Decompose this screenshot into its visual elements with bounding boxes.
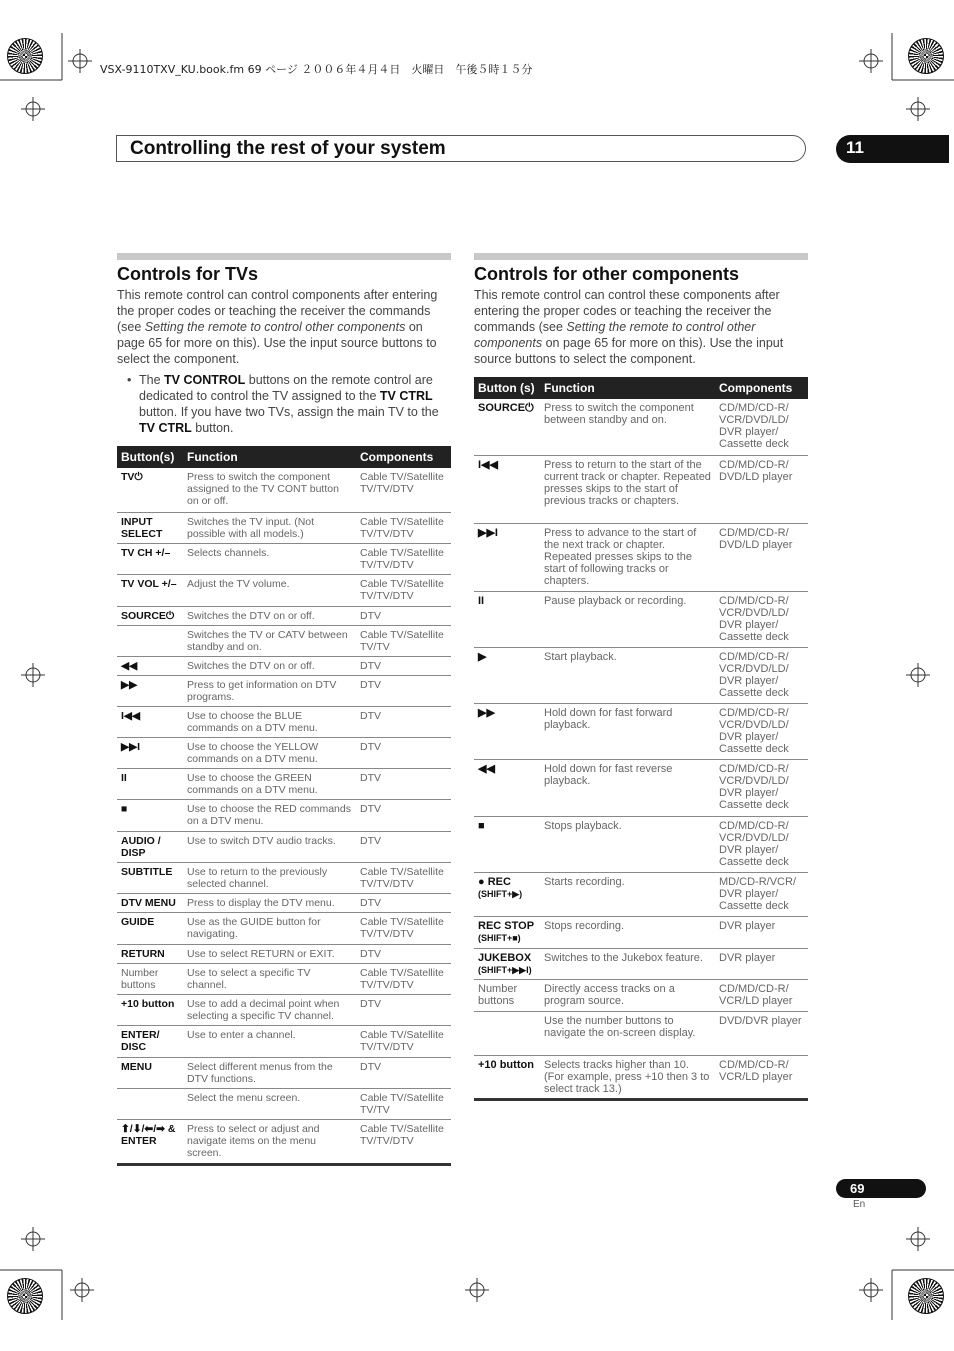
function-cell: Hold down for fast forward playback. [540, 703, 715, 759]
col-header: Button (s) [474, 377, 540, 399]
table-row [117, 1025, 451, 1057]
components-cell: DVR player [715, 948, 808, 979]
button-cell: II [117, 768, 183, 799]
button-cell: RETURN [117, 944, 183, 963]
other-heading: Controls for other components [474, 264, 739, 284]
table-row [474, 816, 808, 872]
components-cell: Cable TV/Satellite TV/TV/DTV [356, 1025, 451, 1057]
function-cell: Use the number buttons to navigate the on-screen display. [540, 1011, 715, 1055]
table-row [474, 647, 808, 703]
components-cell: DTV [356, 944, 451, 963]
table-row [117, 512, 451, 543]
button-cell: I◀◀ [474, 455, 540, 523]
table-row [117, 574, 451, 606]
table-row [117, 737, 451, 768]
button-cell: SUBTITLE [117, 862, 183, 893]
function-cell: Select different menus from the DTV functions. [183, 1057, 356, 1088]
col-header: Components [715, 377, 808, 399]
components-cell: CD/MD/CD-R/ VCR/LD player [715, 1055, 808, 1099]
button-cell: AUDIO / DISP [117, 831, 183, 862]
chapter-title: Controlling the rest of your system [130, 138, 446, 159]
components-cell: Cable TV/Satellite TV/TV/DTV [356, 512, 451, 543]
button-cell [117, 1088, 183, 1119]
button-cell: ◀◀ [117, 656, 183, 675]
button-cell: II [474, 591, 540, 647]
components-cell: Cable TV/Satellite TV/TV/DTV [356, 574, 451, 606]
function-cell: Press to switch the component between standby and on. [540, 399, 715, 455]
button-cell: ■ [117, 799, 183, 831]
col-header: Components [356, 446, 451, 468]
function-cell: Hold down for fast reverse playback. [540, 759, 715, 816]
function-cell: Use to select a specific TV channel. [183, 963, 356, 994]
function-cell: Switches the DTV on or off. [183, 656, 356, 675]
function-cell: Press to get information on DTV programs. [183, 675, 356, 706]
components-cell: CD/MD/CD-R/ VCR/DVD/LD/ DVR player/ Cassette deck [715, 399, 808, 455]
other-intro: This remote control can control these components after entering the proper codes or teaching the receiver the commands (see Setting the remote to control other components on page 65 for more on this). Use the input source buttons to select the component. [474, 288, 784, 366]
components-cell: MD/CD-R/VCR/ DVR player/ Cassette deck [715, 872, 808, 916]
table-row [474, 523, 808, 591]
button-cell: TV VOL +/– [117, 574, 183, 606]
components-cell: DTV [356, 656, 451, 675]
button-cell: GUIDE [117, 912, 183, 944]
table-row [474, 916, 808, 948]
components-cell: Cable TV/Satellite TV/TV [356, 625, 451, 656]
function-cell: Use to choose the RED commands on a DTV menu. [183, 799, 356, 831]
button-cell: ENTER/ DISC [117, 1025, 183, 1057]
function-cell: Selects tracks higher than 10. (For example, press +10 then 3 to select track 13.) [540, 1055, 715, 1099]
button-cell: MENU [117, 1057, 183, 1088]
tv-bullet: • The TV CONTROL buttons on the remote control are dedicated to control the TV assigned to the TV CTRL button. If you have two TVs, assign the main TV to the TV CTRL button. [127, 373, 439, 435]
components-cell: Cable TV/Satellite TV/TV/DTV [356, 468, 451, 512]
table-row [117, 706, 451, 737]
button-cell: TV⏻ [117, 468, 183, 512]
button-cell: Number buttons [117, 963, 183, 994]
function-cell: Switches the DTV on or off. [183, 606, 356, 625]
function-cell: Start playback. [540, 647, 715, 703]
function-cell: Switches the TV input. (Not possible with all models.) [183, 512, 356, 543]
table-row [117, 1057, 451, 1088]
table-row [117, 1088, 451, 1119]
crop-line-text: VSX-9110TXV_KU.book.fm 69 ページ ２００６年４月４日 火曜日 午後５時１５分 [100, 63, 533, 76]
function-cell: Select the menu screen. [183, 1088, 356, 1119]
components-cell: Cable TV/Satellite TV/TV [356, 1088, 451, 1119]
function-cell: Use to return to the previously selected channel. [183, 862, 356, 893]
table-row [117, 963, 451, 994]
components-cell: CD/MD/CD-R/ VCR/LD player [715, 979, 808, 1011]
components-cell: DTV [356, 831, 451, 862]
button-cell: TV CH +/– [117, 543, 183, 574]
function-cell: Use to choose the BLUE commands on a DTV menu. [183, 706, 356, 737]
col-header: Function [183, 446, 356, 468]
function-cell: Use to add a decimal point when selecting a specific TV channel. [183, 994, 356, 1025]
components-cell: Cable TV/Satellite TV/TV/DTV [356, 912, 451, 944]
components-cell: Cable TV/Satellite TV/TV/DTV [356, 1119, 451, 1164]
table-row [474, 979, 808, 1011]
function-cell: Press to advance to the start of the next track or chapter. Repeated presses skips to the start of following tracks or chapters. [540, 523, 715, 591]
table-row [117, 543, 451, 574]
function-cell: Stops playback. [540, 816, 715, 872]
table-row [117, 656, 451, 675]
col-header: Function [540, 377, 715, 399]
tv-heading: Controls for TVs [117, 264, 259, 284]
table-row [474, 1055, 808, 1099]
button-cell: ◀◀ [474, 759, 540, 816]
table-row [117, 799, 451, 831]
function-cell: Stops recording. [540, 916, 715, 948]
button-label: ● REC [478, 875, 511, 888]
other-controls-table [474, 377, 808, 1101]
button-cell [474, 1011, 540, 1055]
components-cell: DTV [356, 799, 451, 831]
button-cell: +10 button [474, 1055, 540, 1099]
section-bar [474, 253, 808, 260]
components-cell: DTV [356, 675, 451, 706]
components-cell: CD/MD/CD-R/ DVD/LD player [715, 455, 808, 523]
function-cell: Adjust the TV volume. [183, 574, 356, 606]
function-cell: Use as the GUIDE button for navigating. [183, 912, 356, 944]
shift-combo-label: (SHIFT+▶▶I) [478, 964, 532, 975]
button-cell: ▶▶ [117, 675, 183, 706]
button-cell [474, 872, 540, 916]
table-row [117, 944, 451, 963]
button-cell [474, 948, 540, 979]
components-cell: DTV [356, 606, 451, 625]
function-cell: Pause playback or recording. [540, 591, 715, 647]
table-row [117, 675, 451, 706]
button-cell: ▶ [474, 647, 540, 703]
table-row [474, 759, 808, 816]
table-row [117, 862, 451, 893]
button-cell: SOURCE⏻ [474, 399, 540, 455]
table-row [474, 948, 808, 979]
tv-controls-table [117, 446, 451, 1166]
function-cell: Press to switch the component assigned to the TV CONT button on or off. [183, 468, 356, 512]
components-cell: DTV [356, 706, 451, 737]
components-cell: Cable TV/Satellite TV/TV/DTV [356, 862, 451, 893]
components-cell: DTV [356, 893, 451, 912]
tv-intro: This remote control can control components after entering the proper codes or teaching the receiver the commands (see Setting the remote to control other components on page 65 for more on this). Use the input source buttons to select the component. [117, 288, 438, 366]
button-label: REC STOP [478, 919, 535, 932]
section-bar [117, 253, 451, 260]
button-label: JUKEBOX [478, 951, 532, 964]
table-row [474, 591, 808, 647]
components-cell: DTV [356, 1057, 451, 1088]
function-cell: Directly access tracks on a program source. [540, 979, 715, 1011]
chapter-number: 11 [846, 138, 864, 157]
function-cell: Use to enter a channel. [183, 1025, 356, 1057]
button-cell: Number buttons [474, 979, 540, 1011]
table-row [117, 994, 451, 1025]
table-row [117, 893, 451, 912]
components-cell: CD/MD/CD-R/ DVD/LD player [715, 523, 808, 591]
button-cell: DTV MENU [117, 893, 183, 912]
function-cell: Press to display the DTV menu. [183, 893, 356, 912]
function-cell: Switches to the Jukebox feature. [540, 948, 715, 979]
shift-combo-label: (SHIFT+▶) [478, 888, 523, 899]
button-cell: ⬆/⬇/⬅/➡ & ENTER [117, 1119, 183, 1164]
function-cell: Switches the TV or CATV between standby and on. [183, 625, 356, 656]
table-row [117, 768, 451, 799]
components-cell: CD/MD/CD-R/ VCR/DVD/LD/ DVR player/ Cassette deck [715, 759, 808, 816]
function-cell: Use to select RETURN or EXIT. [183, 944, 356, 963]
components-cell: CD/MD/CD-R/ VCR/DVD/LD/ DVR player/ Cassette deck [715, 591, 808, 647]
table-row [474, 455, 808, 523]
components-cell: DVR player [715, 916, 808, 948]
button-cell: ▶▶I [117, 737, 183, 768]
function-cell: Use to switch DTV audio tracks. [183, 831, 356, 862]
function-cell: Use to choose the GREEN commands on a DTV menu. [183, 768, 356, 799]
components-cell: DTV [356, 768, 451, 799]
page-number: 69 [850, 1181, 865, 1196]
table-row [117, 1119, 451, 1164]
button-cell: SOURCE⏻ [117, 606, 183, 625]
button-cell: +10 button [117, 994, 183, 1025]
table-row [474, 703, 808, 759]
components-cell: Cable TV/Satellite TV/TV/DTV [356, 963, 451, 994]
button-cell [474, 916, 540, 948]
components-cell: CD/MD/CD-R/ VCR/DVD/LD/ DVR player/ Cassette deck [715, 647, 808, 703]
button-cell: INPUT SELECT [117, 512, 183, 543]
shift-combo-label: (SHIFT+■) [478, 932, 521, 943]
col-header: Button(s) [117, 446, 183, 468]
function-cell: Starts recording. [540, 872, 715, 916]
button-cell: ▶▶I [474, 523, 540, 591]
table-row [474, 872, 808, 916]
table-row [117, 912, 451, 944]
function-cell: Use to choose the YELLOW commands on a DTV menu. [183, 737, 356, 768]
button-cell: I◀◀ [117, 706, 183, 737]
components-cell: DTV [356, 737, 451, 768]
table-row [117, 625, 451, 656]
function-cell: Press to return to the start of the current track or chapter. Repeated presses skips to the start of previous tracks or chapters. [540, 455, 715, 523]
button-cell [117, 625, 183, 656]
components-cell: CD/MD/CD-R/ VCR/DVD/LD/ DVR player/ Cassette deck [715, 816, 808, 872]
table-row [474, 1011, 808, 1055]
button-cell: ■ [474, 816, 540, 872]
components-cell: Cable TV/Satellite TV/TV/DTV [356, 543, 451, 574]
function-cell: Press to select or adjust and navigate items on the menu screen. [183, 1119, 356, 1164]
components-cell: DVD/DVR player [715, 1011, 808, 1055]
components-cell: CD/MD/CD-R/ VCR/DVD/LD/ DVR player/ Cassette deck [715, 703, 808, 759]
page-language: En [853, 1199, 866, 1210]
components-cell: DTV [356, 994, 451, 1025]
table-row [117, 606, 451, 625]
table-row [117, 468, 451, 512]
table-row [117, 831, 451, 862]
table-row [474, 399, 808, 455]
button-cell: ▶▶ [474, 703, 540, 759]
function-cell: Selects channels. [183, 543, 356, 574]
